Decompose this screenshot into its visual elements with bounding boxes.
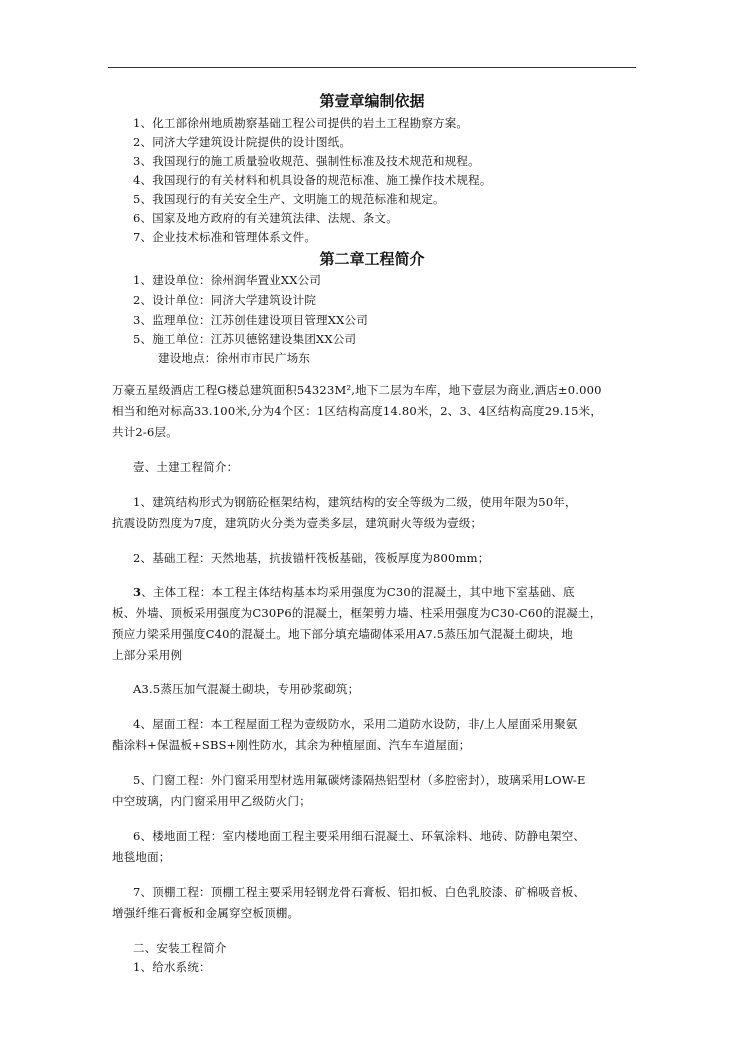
paragraph-line: 增强纤维石膏板和金属穿空板顶棚。 — [112, 906, 300, 920]
paragraph-line: 5、门窗工程：外门窗采用型材选用氟碳烤漆隔热铝型材（多腔密封），玻璃采用LOW-E — [133, 773, 586, 787]
chapter1-item: 5、我国现行的有关安全生产、文明施工的规范标准和规定。 — [133, 192, 445, 206]
paragraph-text: 、主体工程：本工程主体结构基本均采用强度为C30的混凝土，其中地下室基础、底 — [141, 585, 575, 599]
paragraph-line: 板、外墙、顶板采用强度为C30P6的混凝土，框架剪力墙、柱采用强度为C30-C60的混凝土， — [112, 606, 602, 620]
overview-line: 万豪五星级酒店工程G楼总建筑面积54323M²,地下二层为车库，地下壹层为商业,酒店±0.000 — [112, 383, 602, 397]
chapter2-item: 5、施工单位：江苏贝德铭建设集团XX公司 — [133, 332, 357, 346]
chapter1-item: 6、国家及地方政府的有关建筑法律、法规、条文。 — [133, 211, 398, 225]
paragraph-line: 上部分采用例 — [112, 648, 183, 662]
overview-line: 共计2-6层。 — [112, 425, 178, 439]
chapter2-item: 3、监理单位：江苏创佳建设项目管理XX公司 — [133, 313, 368, 327]
chapter1-item: 4、我国现行的有关材料和机具设备的规范标准、施工操作技术规程。 — [133, 173, 492, 187]
paragraph-line: 7、顶棚工程：顶棚工程主要采用轻钢龙骨石膏板、铝扣板、白色乳胶漆、矿棉吸音板、 — [133, 885, 586, 899]
paragraph-line: 抗震设防烈度为7度，建筑防火分类为壹类多层，建筑耐火等级为壹级； — [112, 516, 483, 530]
paragraph-line: 中空玻璃，内门窗采用甲乙级防火门； — [112, 794, 311, 808]
install-item: 1、给水系统： — [133, 960, 211, 974]
chapter2-title: 第二章工程简介 — [319, 250, 425, 268]
paragraph-line: 酯涂料+保温板+SBS+刚性防水，其余为种植屋面、汽车车道屋面； — [112, 738, 471, 752]
paragraph-line: 2、基础工程：天然地基，抗拔锚杆筏板基础，筏板厚度为800mm； — [133, 551, 490, 565]
chapter2-item: 建设地点：徐州市市民广场东 — [158, 351, 311, 365]
bold-number: 3 — [133, 585, 142, 599]
chapter1-title: 第壹章编制依据 — [319, 92, 425, 110]
paragraph-line: 1、建筑结构形式为钢筋砼框架结构，建筑结构的安全等级为二级，使用年限为50年， — [133, 495, 577, 509]
overview-line: 相当和绝对标高33.100米,分为4个区：1区结构高度14.80米，2、3、4区结构高度29.15米， — [112, 404, 603, 418]
paragraph-line: 预应力梁采用强度C40的混凝土。地下部分填充墙砌体采用A7.5蒸压加气混凝土砌块，地 — [112, 627, 573, 641]
paragraph-line: A3.5蒸压加气混凝土砌块，专用砂浆砌筑； — [133, 682, 360, 696]
chapter1-item: 2、同济大学建筑设计院提供的设计图纸。 — [133, 135, 352, 149]
install-heading: 二、安装工程简介 — [133, 941, 227, 955]
paragraph-line — [133, 584, 575, 600]
chapter1-item: 3、我国现行的施工质量验收规范、强制性标准及技术规范和规程。 — [133, 154, 480, 168]
paragraph-line: 地毯地面； — [112, 850, 171, 864]
chapter2-item: 2、设计单位：同济大学建筑设计院 — [133, 293, 317, 307]
civil-heading: 壹、土建工程简介： — [133, 460, 239, 474]
chapter1-item: 1、化工部徐州地质勘察基础工程公司提供的岩土工程勘察方案。 — [133, 116, 469, 130]
chapter2-item: 1、建设单位：徐州润华置业XX公司 — [133, 273, 322, 287]
paragraph-line: 6、楼地面工程：室内楼地面工程主要采用细石混凝土、环氧涂料、地砖、防静电架空、 — [133, 829, 586, 843]
paragraph-line: 4、屋面工程：本工程屋面工程为壹级防水，采用二道防水设防，非/上人屋面采用聚氨 — [133, 717, 578, 731]
chapter1-item: 7、企业技术标准和管理体系文件。 — [133, 230, 317, 244]
header-rule — [108, 67, 636, 68]
